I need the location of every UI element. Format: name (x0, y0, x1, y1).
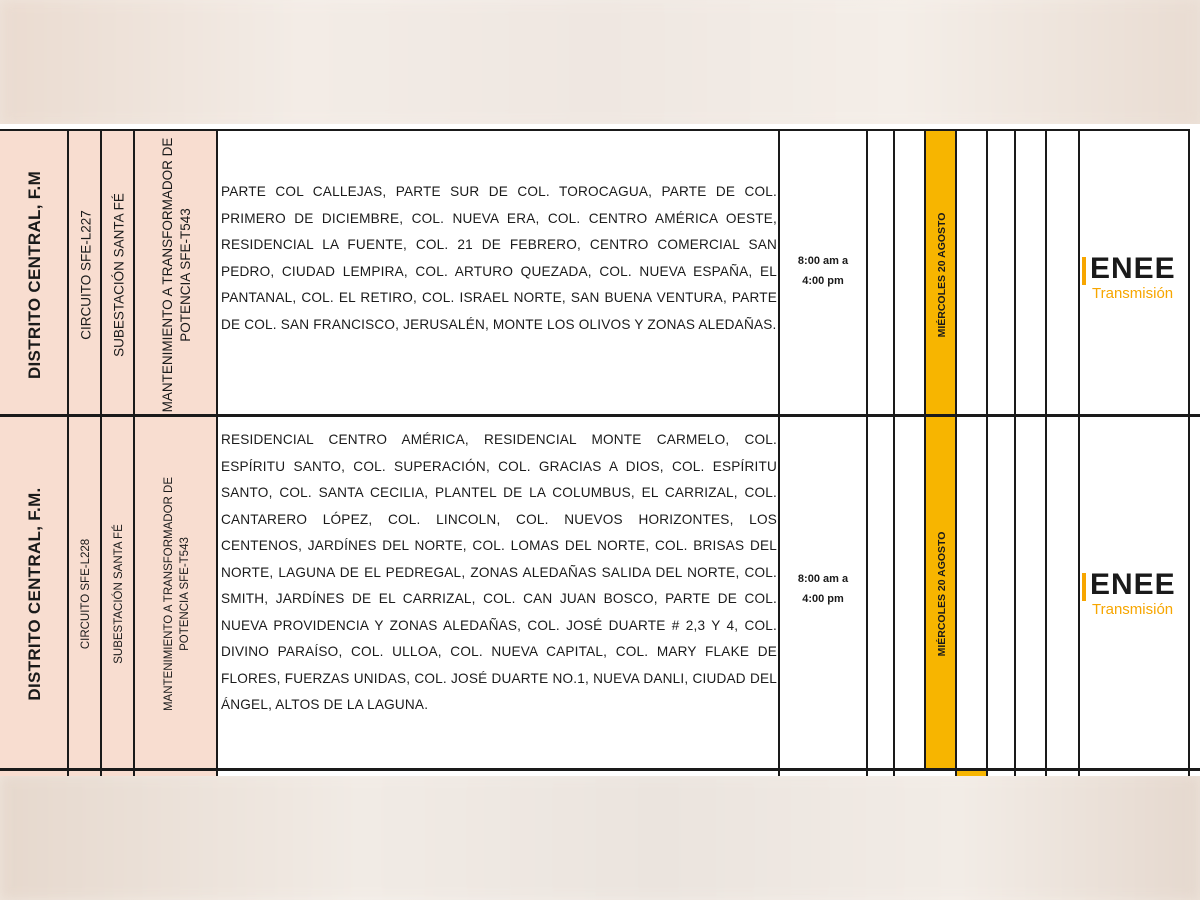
distrito-label: DISTRITO CENTRAL, F.M. (24, 486, 44, 701)
hora-inicio: 8:00 am a (797, 255, 849, 267)
horario-text (780, 569, 866, 609)
enee-logo (1078, 567, 1200, 627)
blurred-background-bottom (0, 775, 1200, 900)
partial-cell (1014, 771, 1047, 776)
partial-day-cell (955, 771, 988, 776)
logo-wordmark: ENEE (1090, 568, 1176, 601)
partial-cell (216, 771, 780, 776)
hora-inicio: 8:00 am a (797, 573, 849, 585)
table-row-partial (0, 771, 1200, 776)
blank-cell (986, 129, 1016, 419)
blank-cell (1014, 417, 1047, 770)
hora-fin: 4:00 pm (802, 275, 844, 287)
partial-cell (1045, 771, 1080, 776)
logo-accent-bar (1082, 573, 1086, 601)
partial-cell (67, 771, 102, 776)
blank-cell (1045, 417, 1080, 770)
trabajo-cell (133, 417, 218, 770)
dia-cell (924, 129, 957, 419)
dia-cell (924, 417, 957, 770)
distrito-label: DISTRITO CENTRAL, F.M (24, 170, 44, 380)
hora-fin: 4:00 pm (802, 593, 844, 605)
blank-cell (893, 129, 926, 419)
blank-cell (866, 129, 895, 419)
zonas-text: RESIDENCIAL CENTRO AMÉRICA, RESIDENCIAL MONTE CARMELO, COL. ESPÍRITU SANTO, COL. SUPERACIÓN, COL. GRACIAS A DIOS, COL. ESPÍRITU SANTO, COL. SANTA CECILIA, PLANTEL DE LA COLUMBUS, EL CARRIZAL, COL. CANTARERO LÓPEZ, COL. LINCOLN, COL. NUEVOS HORIZONTES, LOS CENTENOS, JARDÍNES DEL NORTE, COL. LOMAS DEL NORTE, COL. BRISAS DEL NORTE, LAGUNA DE EL PEDREGAL, ZONAS ALEDAÑAS SALIDA DEL NORTE, COL. SMITH, JARDÍNES DE EL CARRIZAL, COL. CAN JUAN BOSCO, PARTE DE COL. NUEVA PROVIDENCIA Y ZONAS ALEDAÑAS, COL. JOSÉ DUARTE # 2,3 Y 4, COL. DIVINO PARAÍSO, COL. ULLOA, COL. NUEVA CAPITAL, COL. MARY FLAKE DE FLORES, FUERZAS UNIDAS, COL. JOSÉ DUARTE NO.1, NUEVA DANLI, CIUDAD DEL ÁNGEL, ALTOS DE LA LAGUNA. (221, 432, 777, 712)
trabajo-cell (133, 129, 218, 419)
horario-text (780, 251, 866, 291)
partial-cell (778, 771, 868, 776)
top-border (0, 129, 1190, 131)
partial-cell (133, 771, 218, 776)
table-row (0, 129, 1200, 419)
table-row (0, 417, 1200, 770)
dia-label: MIÉRCOLES 20 AGOSTO (935, 212, 948, 338)
outage-schedule-table (0, 124, 1200, 776)
blank-cell (986, 417, 1016, 770)
circuito-cell (67, 129, 102, 419)
blank-cell (1014, 129, 1047, 419)
right-border (1188, 124, 1190, 776)
partial-cell (866, 771, 895, 776)
partial-cell (986, 771, 1016, 776)
zonas-text: PARTE COL CALLEJAS, PARTE SUR DE COL. TOROCAGUA, PARTE DE COL. PRIMERO DE DICIEMBRE, COL. NUEVA ERA, COL. CENTRO AMÉRICA OESTE, RESIDENCIAL LA FUENTE, COL. 21 DE FEBRERO, CENTRO COMERCIAL SAN PEDRO, CIUDAD LEMPIRA, COL. ARTURO QUEZADA, COL. NUEVA ESPAÑA, EL PANTANAL, COL. EL RETIRO, COL. ISRAEL NORTE, SAN BUENA VENTURA, PARTE DE COL. SAN FRANCISCO, JERUSALÉN, MONTE LOS OLIVOS Y ZONAS ALEDAÑAS. (221, 184, 777, 332)
enee-logo (1078, 251, 1200, 311)
subestacion-label: SUBESTACIÓN SANTA FÉ (111, 193, 126, 357)
partial-cell (893, 771, 957, 776)
logo-subtitle: Transmisión (1092, 285, 1174, 302)
subestacion-cell (100, 417, 135, 770)
circuito-cell (67, 417, 102, 770)
dia-label: MIÉRCOLES 20 AGOSTO (935, 531, 948, 656)
logo-accent-bar (1082, 257, 1086, 285)
subestacion-label: SUBESTACIÓN SANTA FÉ (112, 523, 125, 664)
blurred-background-top (0, 0, 1200, 125)
partial-cell (100, 771, 135, 776)
logo-subtitle: Transmisión (1092, 601, 1174, 618)
logo-wordmark: ENEE (1090, 252, 1176, 285)
distrito-cell (0, 417, 69, 770)
trabajo-label: MANTENIMIENTO A TRANSFORMADOR DE POTENCIA SFE-T543 (162, 476, 191, 711)
partial-cell (1078, 771, 1190, 776)
blank-cell (955, 129, 988, 419)
trabajo-label: MANTENIMIENTO A TRANSFORMADOR DE POTENCIA SFE-T543 (159, 137, 193, 413)
distrito-cell (0, 129, 69, 419)
circuito-label: CIRCUITO SFE-L227 (78, 210, 93, 340)
subestacion-cell (100, 129, 135, 419)
circuito-label: CIRCUITO SFE-L228 (79, 538, 92, 649)
partial-cell (0, 771, 69, 776)
blank-cell (866, 417, 895, 770)
blank-cell (1045, 129, 1080, 419)
blank-cell (955, 417, 988, 770)
blank-cell (893, 417, 926, 770)
